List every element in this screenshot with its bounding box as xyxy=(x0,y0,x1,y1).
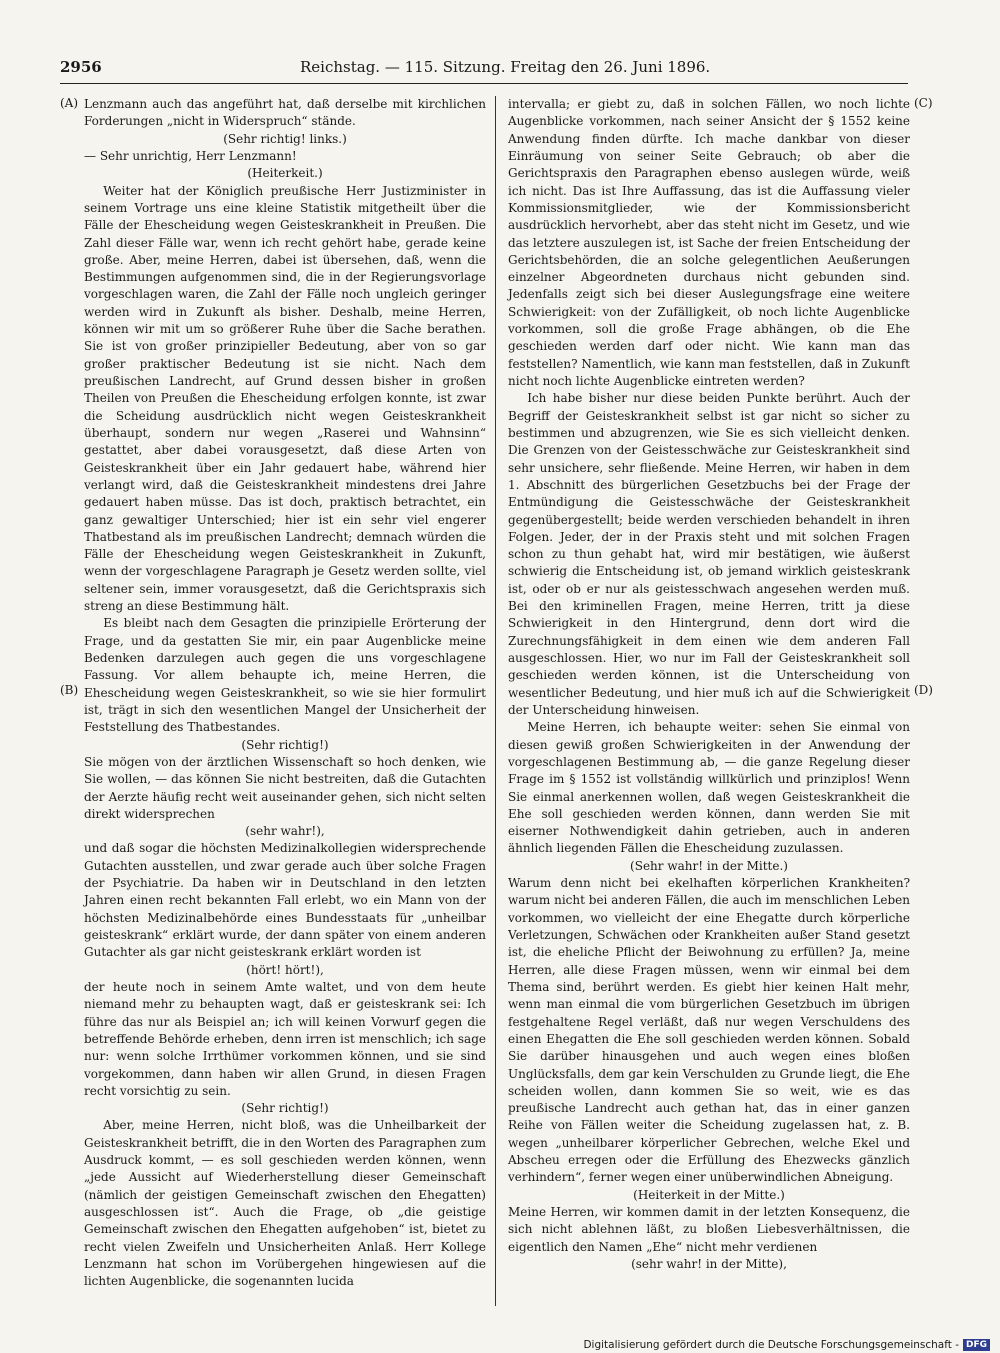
left-paragraph: und daß sogar die höchsten Medizinalkollegien widersprechende Gutachten ausstellen, und zwar gerade auch über solche Fragen der Psychiatrie. Da haben wir in Deutschland in den letzten Jahren einen recht bekannten Fall erlebt, wo ein Mann von der höchsten Medizinalbehörde eines Bundesstaats für „unheilbar geisteskrank“ erklärt wurde, der dann später von einem anderen Gutachter als gar nicht geisteskrank erklärt worden ist xyxy=(84,841,486,960)
right-paragraph: Ich habe bisher nur diese beiden Punkte berührt. Auch der Begriff der Geisteskrankheit selbst ist gar nicht so sicher zu bestimmen und abzugrenzen, wie Sie es sich vielleicht denken. Die Grenzen von der Geistesschwäche zur Geisteskrankheit sind sehr unsichere, sehr fließende. Meine Herren, wir haben in dem 1. Abschnitt des bürgerlichen Gesetzbuchs bei der Frage der Entmündigung die Geistesschwäche der Geisteskrankheit gegenübergestellt; beide werden verschieden behandelt in ihren Folgen. Jeder, der in der Praxis steht und mit solchen Fragen schon zu thun gehabt hat, wird mir bestätigen, wie äußerst schwierig die Entscheidung ist, ob jemand wirklich geisteskrank ist, oder ob er nur als geistesschwach angesehen werden muß. Bei den kriminellen Fragen, meine Herren, tritt ja diese Schwierigkeit in den Hintergrund, denn dort wird die Zurechnungsfähigkeit in dem einen wie dem anderen Fall ausgeschlossen. Hier, wo nur im Fall der Geisteskrankheit soll geschieden werden können, ist die Unterscheidung von wesentlicher Bedeutung, und hier muß ich auf die Schwierigkeit der Unterscheidung hinweisen. xyxy=(508,391,910,717)
left-interjection: (Sehr richtig!) xyxy=(241,737,329,752)
footer-credit: Digitalisierung gefördert durch die Deutsche Forschungsgemeinschaft - xyxy=(583,1339,959,1351)
left-paragraph: Es bleibt nach dem Gesagten die prinzipielle Erörterung der Frage, und da gestatten Sie mir, ein paar Augenblicke meine Bedenken darzulegen auch gegen die uns vorgeschlagene Fassung. Vor allem behaupte ich, meine Herren, die Ehescheidung wegen Geisteskrankheit, so wie sie hier formulirt ist, trägt in sich den wesentlichen Mangel der Unsicherheit der Feststellung des Thatbestandes. xyxy=(84,616,486,735)
margin-marker-d: (D) xyxy=(914,683,933,697)
right-paragraph: Meine Herren, ich behaupte weiter: sehen Sie einmal von diesen gewiß großen Schwierigkeiten in der Anwendung der vorgeschlagenen Bestimmung ab, — die ganze Regelung dieser Frage im § 1552 ist vollständig willkürlich und prinziplos! Wenn Sie einmal anerkennen wollen, daß wegen Geisteskrankheit die Ehe soll geschieden werden können, dann werden Sie mit eiserner Nothwendigkeit dahin getrieben, auch in anderen ähnlich liegenden Fällen die Ehescheidung zuzulassen. xyxy=(508,720,910,856)
column-divider xyxy=(495,96,496,1306)
right-interjection: (sehr wahr! in der Mitte), xyxy=(631,1256,787,1271)
page-number: 2956 xyxy=(60,58,102,76)
right-interjection: (Sehr wahr! in der Mitte.) xyxy=(630,858,788,873)
footer xyxy=(583,1339,990,1351)
left-paragraph: — Sehr unrichtig, Herr Lenzmann! xyxy=(84,148,297,163)
right-interjection: (Heiterkeit in der Mitte.) xyxy=(633,1187,785,1202)
left-paragraph: Aber, meine Herren, nicht bloß, was die Unheilbarkeit der Geisteskrankheit betrifft, die in den Worten des Paragraphen zum Ausdruck kommt, — es soll geschieden werden können, wenn „jede Aussicht auf Wiederherstellung dieser Gemeinschaft (nämlich der geistigen Gemeinschaft zwischen den Ehegatten) ausgeschlossen ist“. Auch die Frage, ob „die geistige Gemeinschaft zwischen den Ehegatten aufgehoben“ ist, bietet zu recht vielen Zweifeln und Unsicherheiten Anlaß. Herr Kollege Lenzmann hat schon im Vorübergehen hingewiesen auf die lichten Augenblicke, die sogenannten lucida xyxy=(84,1118,486,1289)
running-header xyxy=(60,58,908,82)
right-column xyxy=(508,96,910,1273)
left-paragraph: Weiter hat der Königlich preußische Herr Justizminister in seinem Vortrage uns eine kleine Statistik mitgetheilt über die Fälle der Ehescheidung wegen Geisteskrankheit in Preußen. Die Zahl dieser Fälle war, wenn ich recht gehört habe, gerade keine große. Aber, meine Herren, dabei ist übersehen, daß, wenn die Bestimmungen aufgenommen sind, die in der Regierungsvorlage vorgeschlagen waren, die Zahl der Fälle noch ungleich geringer werden wird in Zukunft als bisher. Deshalb, meine Herren, können wir mit um so größerer Ruhe über die Sache berathen. Sie ist von großer prinzipieller Bedeutung, aber von so gar großer praktischer Bedeutung ist sie nicht. Nach dem preußischen Landrecht, auf Grund dessen bisher in großen Theilen von Preußen die Ehescheidung erfolgen konnte, ist zwar die Scheidung ausdrücklich nicht wegen Geisteskrankheit überhaupt, sondern nur wegen „Raserei und Wahnsinn“ gestattet, aber dabei vorausgesetzt, daß diese Arten von Geisteskrankheit über ein Jahr gedauert habe, während hier verlangt wird, daß die Geisteskrankheit mindestens drei Jahre gedauert haben müsse. Das ist doch, praktisch betrachtet, ein ganz gewaltiger Unterschied; hier ist ein sehr viel engerer Thatbestand als im preußischen Landrecht; demnach würden die Fälle der Ehescheidung wegen Geisteskrankheit in Zukunft, wenn der vorgeschlagene Paragraph je Gesetz werden sollte, viel seltener sein, immer vorausgesetzt, daß die Gerichtspraxis sich streng an diese Bestimmung hält. xyxy=(84,183,486,614)
margin-marker-b: (B) xyxy=(60,683,79,697)
left-paragraph: Lenzmann auch das angeführt hat, daß derselbe mit kirchlichen Forderungen „nicht in Widerspruch“ stände. xyxy=(84,97,486,129)
left-interjection: (sehr wahr!), xyxy=(245,824,325,839)
header-rule xyxy=(60,83,908,84)
left-interjection: (Heiterkeit.) xyxy=(247,166,323,181)
dfg-logo-icon: DFG xyxy=(963,1339,990,1351)
left-interjection: (hört! hört!), xyxy=(246,962,324,977)
left-interjection: (Sehr richtig!) xyxy=(241,1101,329,1116)
margin-marker-a: (A) xyxy=(60,96,79,110)
left-interjection: (Sehr richtig! links.) xyxy=(223,131,347,146)
right-paragraph: intervalla; er giebt zu, daß in solchen Fällen, wo noch lichte Augenblicke vorkommen, nach seiner Ansicht der § 1552 keine Anwendung finden dürfte. Ich mache dankbar von dieser Einräumung von seiner Seite Gebrauch; ob aber die Gerichtspraxis den Paragraphen ebenso auslegen würde, weiß ich nicht. Das ist Ihre Auffassung, das ist die Auffassung vieler Kommissionsmitglieder, wie der Kommissionsbericht ausdrücklich hervorhebt, aber das steht nicht im Gesetz, und wie das letztere auszulegen ist, ist Sache der freien Entscheidung der Gerichtsbehörden, die an solche gelegentlichen Aeußerungen einzelner Abgeordneten durchaus nicht gebunden sind. Jedenfalls zeigt sich bei dieser Auslegungsfrage eine weitere Schwierigkeit: von der Zufälligkeit, ob noch lichte Augenblicke vorkommen, soll die große Frage abhängen, ob die Ehe geschieden werden darf oder nicht. Wie kann man das feststellen? Namentlich, wie kann man feststellen, daß in Zukunft nicht noch lichte Augenblicke eintreten werden? xyxy=(508,97,910,388)
left-paragraph: Sie mögen von der ärztlichen Wissenschaft so hoch denken, wie Sie wollen, — das können Sie nicht bestreiten, daß die Gutachten der Aerzte häufig recht weit auseinander gehen, sich nicht selten direkt widersprechen xyxy=(84,754,486,821)
left-column xyxy=(84,96,486,1291)
running-title: Reichstag. — 115. Sitzung. Freitag den 26. Juni 1896. xyxy=(300,58,711,76)
right-paragraph: Meine Herren, wir kommen damit in der letzten Konsequenz, die sich nicht ablehnen läßt, zu bloßen Liebesverhältnissen, die eigentlich den Namen „Ehe“ nicht mehr verdienen xyxy=(508,1205,910,1254)
right-paragraph: Warum denn nicht bei ekelhaften körperlichen Krankheiten? warum nicht bei anderen Fällen, die auch im menschlichen Leben vorkommen, wo vielleicht der eine Ehegatte durch körperliche Verletzungen, Schwächen oder Krankheiten außer Stand gesetzt ist, die eheliche Pflicht der Beiwohnung zu erfüllen? Ja, meine Herren, alle diese Fragen müssen, wenn wir einmal bei dem Thema sind, berührt werden. Es giebt hier keinen Halt mehr, wenn man einmal die vom bürgerlichen Gesetzbuch im übrigen festgehaltene Regel verläßt, daß nur wegen Verschuldens des einen Ehegatten die Ehe soll geschieden werden können. Sobald Sie darüber hinausgehen und auch wegen eines bloßen Unglücksfalls, dem gar kein Verschulden zu Grunde liegt, die Ehe scheiden wollen, dann kommen Sie so weit, wie es das preußische Landrecht auch gethan hat, das in einer ganzen Reihe von Fällen weiter die Scheidung zugelassen hat, z. B. wegen „unheilbarer körperlicher Gebrechen, welche Ekel und Abscheu erregen oder die Erfüllung des Ehezwecks gänzlich verhindern“, ferner wegen einer unüberwindlichen Abneigung. xyxy=(508,876,910,1185)
left-paragraph: der heute noch in seinem Amte waltet, und von dem heute niemand mehr zu behaupten wagt, daß er geisteskrank sei: Ich führe das nur als Beispiel an; ich will keinen Vorwurf gegen die betreffende Behörde erheben, denn irren ist menschlich; ich sage nur: wenn solche Irrthümer vorkommen können, und sie sind vorgekommen, dann haben wir allen Grund, in diesen Fragen recht vorsichtig zu sein. xyxy=(84,979,486,1098)
margin-marker-c: (C) xyxy=(914,96,933,110)
